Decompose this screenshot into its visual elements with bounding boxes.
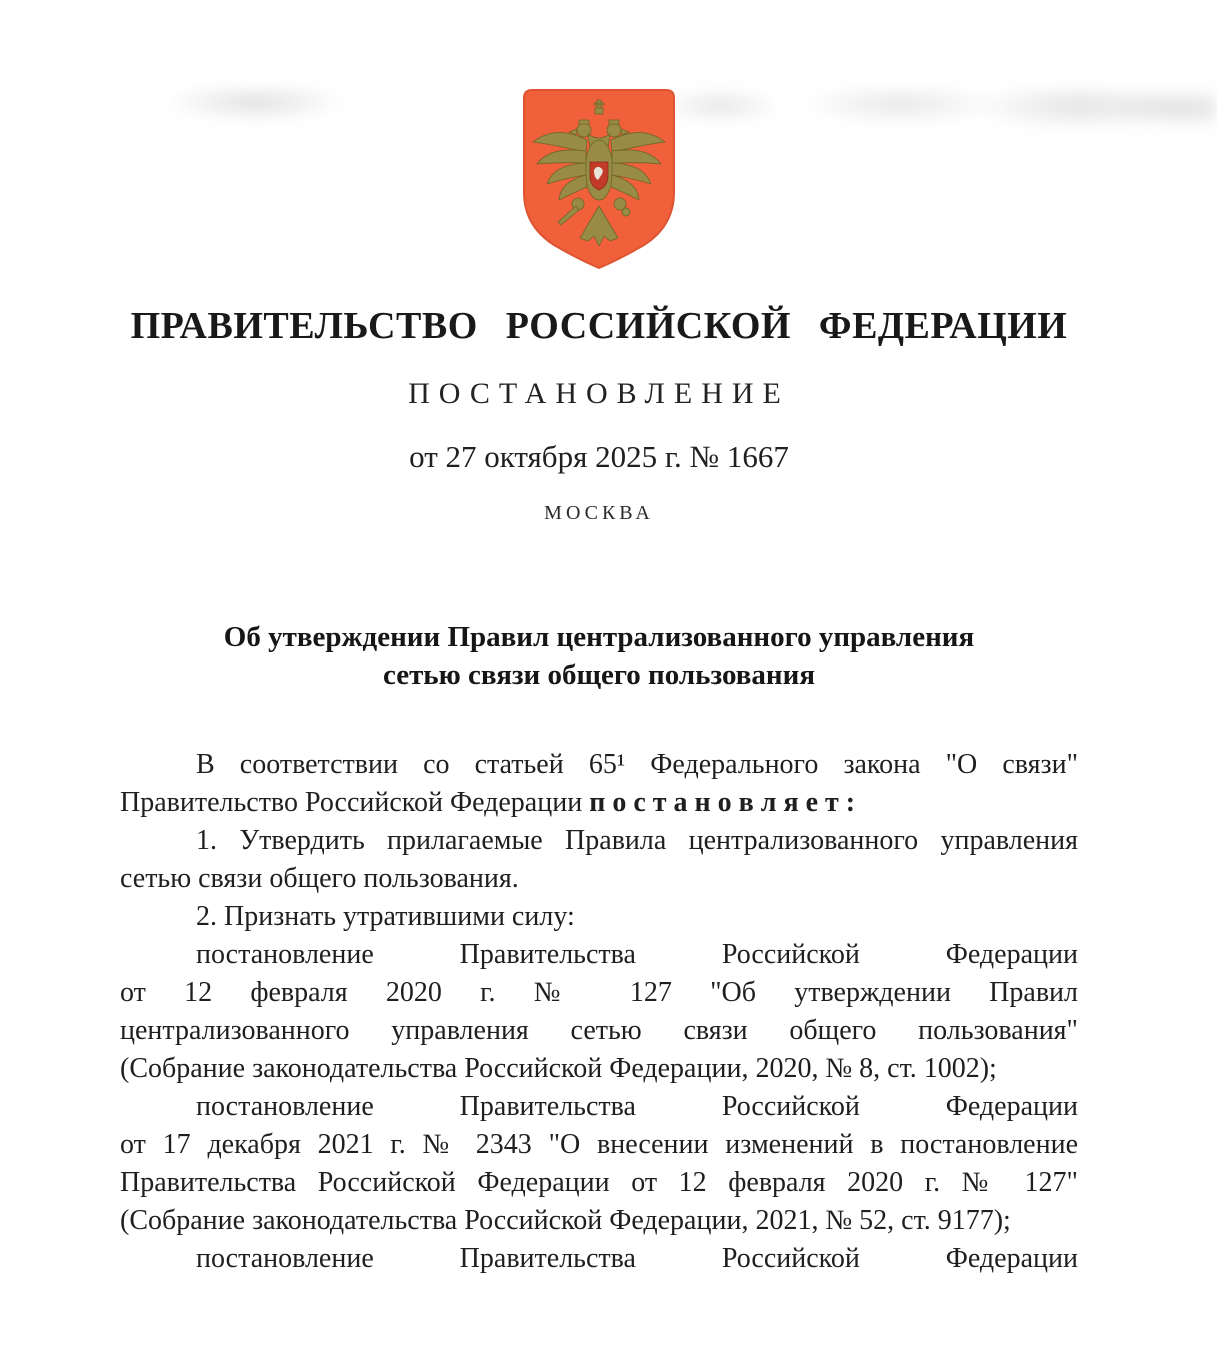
document-page xyxy=(0,88,1217,1278)
body-text-line xyxy=(120,784,1078,822)
body-text-line xyxy=(120,974,1078,1012)
body-text-line xyxy=(120,898,1078,936)
text-run: 2. Признать утратившими силу: xyxy=(196,901,575,932)
text-run: сетью связи общего пользования. xyxy=(120,863,519,894)
document-city: МОСКВА xyxy=(544,502,654,524)
document-title-line1: Об утверждении Правил централизованного управления xyxy=(223,621,975,653)
decree-word: п о с т а н о в л я е т : xyxy=(589,787,856,818)
text-run: постановление Правительства Российской Федерации xyxy=(196,1091,1078,1122)
text-run: Правительство Российской Федерации xyxy=(120,787,590,818)
body-text-line xyxy=(120,1164,1078,1202)
text-run: (Собрание законодательства Российской Федерации, 2020, № 8, ст. 1002); xyxy=(120,1053,997,1084)
text-run: постановление Правительства Российской Федерации xyxy=(196,939,1078,970)
text-run: централизованного управления сетью связи общего пользования" xyxy=(120,1015,1078,1046)
document-title-line2: сетью связи общего пользования xyxy=(382,659,816,691)
body-text-line xyxy=(120,1012,1078,1050)
text-run: 1. Утвердить прилагаемые Правила централизованного управления xyxy=(196,825,1078,856)
body-text-line xyxy=(120,936,1078,974)
government-heading: ПРАВИТЕЛЬСТВО РОССИЙСКОЙ ФЕДЕРАЦИИ xyxy=(130,305,1068,347)
document-body xyxy=(120,746,1078,1278)
document-date-number: от 27 октября 2025 г. № 1667 xyxy=(409,439,789,474)
text-run: (Собрание законодательства Российской Федерации, 2021, № 52, ст. 9177); xyxy=(120,1205,1011,1236)
body-text-line xyxy=(120,860,1078,898)
document-title xyxy=(120,618,1078,694)
body-text-line xyxy=(120,1126,1078,1164)
text-run: Правительства Российской Федерации от 12 февраля 2020 г. № 127" xyxy=(120,1167,1078,1198)
text-run: постановление Правительства Российской Федерации xyxy=(196,1243,1078,1274)
document-type-heading: ПОСТАНОВЛЕНИЕ xyxy=(408,377,790,410)
text-run: В соответствии со статьей 65¹ Федерального закона "О связи" xyxy=(196,749,1078,780)
body-text-line xyxy=(120,1050,1078,1088)
body-text-line xyxy=(120,746,1078,784)
body-text-line xyxy=(120,1240,1078,1278)
text-run: от 17 декабря 2021 г. № 2343 "О внесении изменений в постановление xyxy=(120,1129,1078,1160)
body-text-line xyxy=(120,1088,1078,1126)
russia-coat-of-arms-icon xyxy=(522,88,676,270)
body-text-line xyxy=(120,822,1078,860)
body-text-line xyxy=(120,1202,1078,1240)
text-run: от 12 февраля 2020 г. № 127 "Об утверждении Правил xyxy=(120,977,1078,1008)
